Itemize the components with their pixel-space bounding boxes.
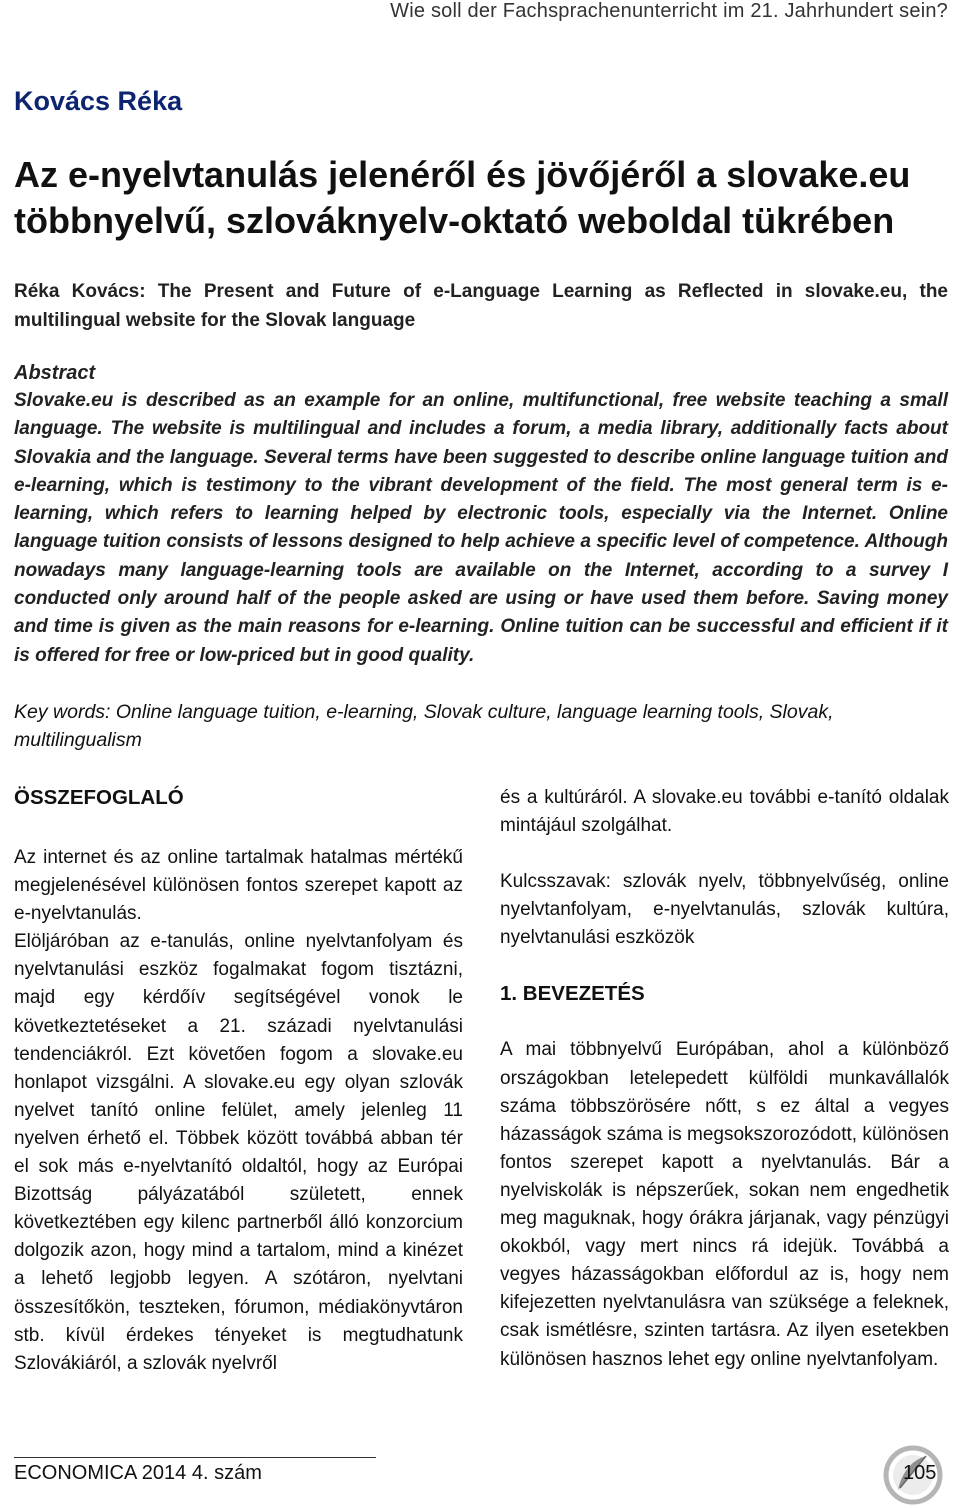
article-title-line-2: többnyelvű, szlováknyelv-oktató weboldal tükrében [14, 200, 895, 241]
hungarian-keywords: Kulcsszavak: szlovák nyelv, többnyelvűség, online nyelvtanfolyam, e-nyelvtanulás, szlovák kultúra, nyelvtanulási eszközök [500, 871, 949, 949]
english-title: Réka Kovács: The Present and Future of e-Language Learning as Reflected in slovake.eu, the multilingual website for the Slovak language [14, 281, 948, 331]
summary-continuation: és a kultúráról. A slovake.eu további e-tanító oldalak mintájául szolgálhat. [500, 787, 949, 837]
introduction-heading: 1. BEVEZETÉS [500, 982, 645, 1006]
right-column [500, 784, 949, 1374]
introduction-paragraph: A mai többnyelvű Európában, ahol a különböző országokban letelepedett külföldi munkavállalók száma többszörösére nőtt, s ez által a vegyes házasságok száma is megsokszorozódott, különösen fontos szerepet kapott a nyelvtanulás. Bár a nyelviskolák is népszerűek, sokan nem engedhetik meg maguknak, hogy órákra járjanak, vagy pénzügyi okokból, vagy mert nincs rá idejük. Továbbá a vegyes házasságokban előfordul az is, hogy nem kifejezetten nyelvtanulásra van szüksége a feleknek, csak ismétlésre, szinten tartásra. Az ilyen esetekben különösen hasznos lehet egy online nyelvtanfolyam. [500, 1039, 949, 1370]
author-name: Kovács Réka [14, 86, 183, 116]
page-number: 105 [903, 1462, 937, 1484]
abstract-heading: Abstract [14, 362, 96, 384]
running-header: Wie soll der Fachsprachenunterricht im 21. Jahrhundert sein? [390, 0, 948, 22]
summary-paragraph-1: Az internet és az online tartalmak hatalmas mértékű megjelenésével különösen fontos szerepet kapott az e-nyelvtanulás. [14, 847, 463, 925]
summary-heading: ÖSSZEFOGLALÓ [14, 786, 184, 809]
english-keywords: Key words: Online language tuition, e-learning, Slovak culture, language learning tools, Slovak, multilingualism [14, 701, 834, 751]
abstract-text: Slovake.eu is described as an example for an online, multifunctional, free website teaching a small language. The website is multilingual and includes a forum, a media library, additionally facts about Slovakia and the language. Several terms have been suggested to describe online language tuition and e-learning, which is testimony to the vibrant development of the field. The most general term is e-learning, which refers to learning helped by electronic tools, especially via the Internet. Online language tuition consists of lessons designed to help achieve a specific level of competence. Although nowadays many language-learning tools are available on the Internet, according to a survey I conducted only around half of the people asked are using or have used them before. Saving money and time is given as the main reasons for e-learning. Online tuition can be successful and efficient if it is offered for free or low-priced but in good quality. [14, 390, 948, 666]
journal-footer: ECONOMICA 2014 4. szám [14, 1462, 262, 1484]
summary-paragraph-2: Elöljáróban az e-tanulás, online nyelvtanfolyam és nyelvtanulási eszköz fogalmakat fogom tisztázni, majd egy kérdőív segítségével vonok le következtetéseket a 21. századi nyelvtanulási tendenciákról. Ezt követően fogom a slovake.eu honlapot vizsgálni. A slovake.eu egy olyan szlovák nyelvet tanító online felület, amely jelenleg 11 nyelven érhető el. Többek között továbbá abban tér el sok más e-nyelvtanító oldaltól, hogy az Európai Bizottság pályázatából született, ennek következtében egy kilenc partnerből álló konzorcium dolgozik azon, hogy mind a tartalom, mind a kinézet a lehető legjobb legyen. A szótáron, nyelvtani összesítőkön, teszteken, fórumon, médiakönyvtáron stb. kívül érdekes tényeket is megtudhatunk Szlovákiáról, a szlovák nyelvről [14, 931, 463, 1374]
left-column [14, 784, 463, 1378]
article-title [14, 152, 944, 244]
footer-rule [14, 1457, 376, 1458]
article-title-line-1: Az e-nyelvtanulás jelenéről és jövőjéről a slovake.eu [14, 154, 911, 195]
